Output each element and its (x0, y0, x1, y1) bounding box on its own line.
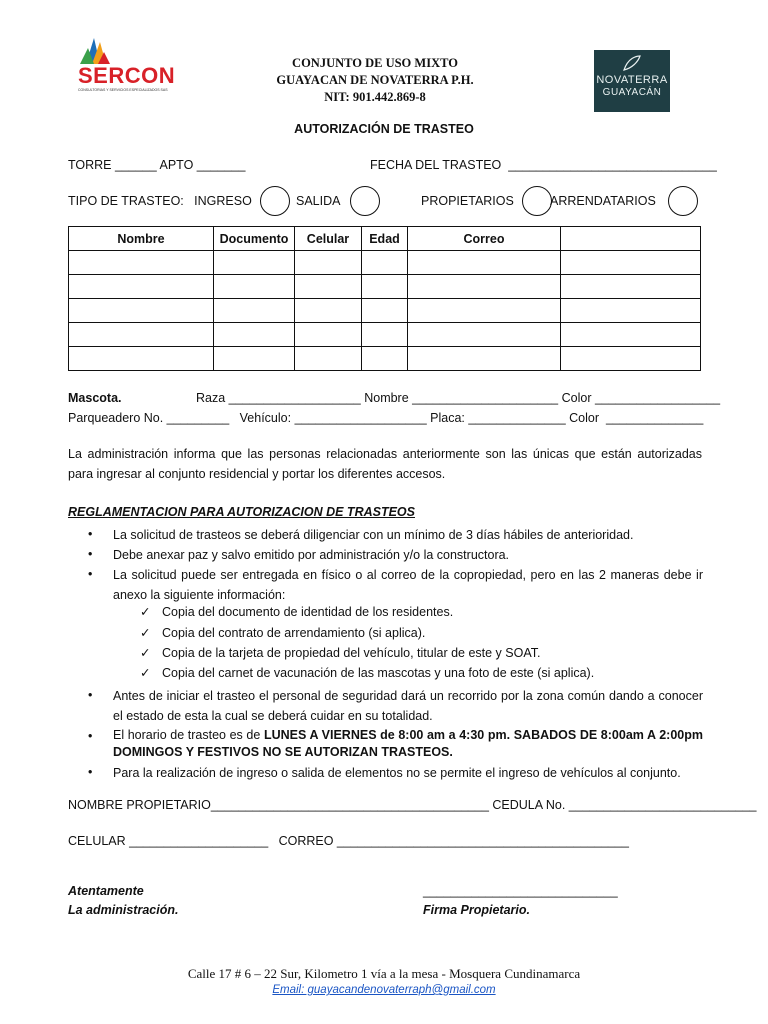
requirement-item: Copia del carnet de vacunación de las mascotas y una foto de este (si aplica). (162, 666, 595, 680)
bullet-icon: • (88, 688, 93, 702)
table-cell[interactable] (408, 275, 561, 299)
column-header (561, 227, 701, 251)
column-header: Documento (214, 227, 295, 251)
table-cell[interactable] (69, 275, 214, 299)
checkmark-icon: ✓ (140, 646, 151, 660)
table-row (69, 275, 701, 299)
table-cell[interactable] (561, 299, 701, 323)
header-line-2: GUAYACAN DE NOVATERRA P.H. (276, 73, 474, 87)
header-line-3: NIT: 901.442.869-8 (324, 90, 426, 104)
rule-item: La solicitud de trasteos se deberá diligenciar con un mínimo de 3 días hábiles de anterioridad. (113, 528, 634, 542)
sercon-logo-subtext: CONSULTORIAS Y SERVICIOS ESPECIALIZADOS SAS (78, 88, 168, 92)
table-cell[interactable] (214, 323, 295, 347)
salida-checkbox[interactable] (350, 186, 380, 216)
table-cell[interactable] (362, 347, 408, 371)
table-cell[interactable] (295, 251, 362, 275)
table-row (69, 347, 701, 371)
rule-item: Antes de iniciar el trasteo el personal de seguridad dará un recorrido por la zona común dando a conocer el estado de esta la cual se deberá cuidar en su totalidad. (113, 689, 703, 723)
checkmark-icon: ✓ (140, 605, 151, 619)
table-cell[interactable] (408, 251, 561, 275)
bullet-icon: • (88, 567, 93, 581)
checkmark-icon: ✓ (140, 626, 151, 640)
mascota-label: Mascota. (68, 391, 122, 405)
novaterra-logo-bottom: GUAYACÁN (602, 87, 662, 98)
table-cell[interactable] (214, 347, 295, 371)
bullet-icon: • (88, 527, 93, 541)
table-row (69, 323, 701, 347)
table-cell[interactable] (214, 251, 295, 275)
table-cell[interactable] (69, 299, 214, 323)
info-paragraph: La administración informa que las personas relacionadas anteriormente son las únicas que están autorizadas para ingresar al conjunto residencial y portar los diferentes accesos. (68, 447, 702, 481)
requirement-item: Copia del documento de identidad de los residentes. (162, 605, 454, 619)
ingreso-checkbox[interactable] (260, 186, 290, 216)
novaterra-logo-top: NOVATERRA (596, 74, 668, 86)
propietarios-option (421, 186, 552, 216)
bullet-icon: • (88, 765, 93, 779)
table-cell[interactable] (561, 251, 701, 275)
document-header (230, 55, 520, 106)
table-cell[interactable] (561, 275, 701, 299)
table-cell[interactable] (561, 347, 701, 371)
requirement-item: Copia del contrato de arrendamiento (si aplica). (162, 626, 426, 640)
table-cell[interactable] (561, 323, 701, 347)
column-header: Edad (362, 227, 408, 251)
rule-item-horario (113, 727, 703, 761)
table-cell[interactable] (295, 323, 362, 347)
checkmark-icon: ✓ (140, 666, 151, 680)
requirement-item: Copia de la tarjeta de propiedad del vehículo, titular de este y SOAT. (162, 646, 541, 660)
sercon-logo (76, 36, 184, 96)
table-cell[interactable] (408, 299, 561, 323)
table-cell[interactable] (295, 275, 362, 299)
fecha-trasteo-field[interactable]: FECHA DEL TRASTEO ______________________________ (370, 158, 717, 172)
table-cell[interactable] (362, 275, 408, 299)
column-header: Celular (295, 227, 362, 251)
tipo-trasteo-row (68, 186, 290, 216)
salida-option (296, 186, 380, 216)
torre-apto-field[interactable]: TORRE ______ APTO _______ (68, 158, 246, 172)
table-cell[interactable] (408, 323, 561, 347)
propietarios-checkbox[interactable] (522, 186, 552, 216)
rule-item: Debe anexar paz y salvo emitido por administración y/o la constructora. (113, 548, 510, 562)
firma-line[interactable]: ____________________________ (423, 884, 618, 898)
tipo-ingreso-label: TIPO DE TRASTEO: INGRESO (68, 194, 252, 208)
table-cell[interactable] (214, 275, 295, 299)
horario-intro: El horario de trasteo es de (113, 728, 264, 742)
rule-item: Para la realización de ingreso o salida de elementos no se permite el ingreso de vehículos al conjunto. (113, 766, 681, 780)
arrendatarios-label: ARRENDATARIOS (550, 194, 656, 208)
table-cell[interactable] (295, 347, 362, 371)
table-cell[interactable] (69, 251, 214, 275)
table-cell[interactable] (69, 323, 214, 347)
novaterra-logo (594, 50, 670, 112)
bullet-icon: • (88, 547, 93, 561)
horario-detail: LUNES A VIERNES de 8:00 am a 4:30 pm. SABADOS DE 8:00am A 2:00pm DOMINGOS Y FESTIVOS NO SE AUTORIZAN TRASTEOS. (113, 728, 703, 759)
column-header: Nombre (69, 227, 214, 251)
arrendatarios-option (550, 186, 698, 216)
table-cell[interactable] (69, 347, 214, 371)
administracion-text: La administración. (68, 903, 179, 917)
propietario-cedula-field[interactable]: NOMBRE PROPIETARIO________________________________________ CEDULA No. ___________________________ (68, 798, 757, 812)
celular-correo-field[interactable]: CELULAR ____________________ CORREO __________________________________________ (68, 834, 629, 848)
residents-table (68, 226, 701, 371)
salida-label: SALIDA (296, 194, 341, 208)
parqueadero-fields[interactable]: Parqueadero No. _________ Vehículo: ___________________ Placa: ______________ Color ______________ (68, 411, 704, 425)
table-cell[interactable] (214, 299, 295, 323)
table-cell[interactable] (408, 347, 561, 371)
header-line-1: CONJUNTO DE USO MIXTO (292, 56, 458, 70)
mascota-fields[interactable]: Raza ___________________ Nombre _____________________ Color __________________ (196, 391, 721, 405)
table-cell[interactable] (362, 299, 408, 323)
table-header-row (69, 227, 701, 251)
firma-propietario-label: Firma Propietario. (423, 903, 530, 917)
leaf-icon (622, 54, 642, 72)
rule-item: La solicitud puede ser entregada en físico o al correo de la copropiedad, pero en las 2 maneras debe ir anexo la siguiente información: (113, 568, 703, 602)
table-row (69, 299, 701, 323)
atentamente-text: Atentamente (68, 884, 144, 898)
table-cell[interactable] (295, 299, 362, 323)
table-cell[interactable] (362, 323, 408, 347)
reglamentacion-title: REGLAMENTACION PARA AUTORIZACION DE TRASTEOS (68, 505, 415, 519)
column-header: Correo (408, 227, 561, 251)
propietarios-label: PROPIETARIOS (421, 194, 514, 208)
document-title: AUTORIZACIÓN DE TRASTEO (294, 122, 474, 136)
footer-email-link[interactable]: Email: guayacandenovaterraph@gmail.com (272, 984, 496, 996)
table-row (69, 251, 701, 275)
footer-address: Calle 17 # 6 – 22 Sur, Kilometro 1 vía a la mesa - Mosquera Cundinamarca (187, 966, 581, 981)
sercon-logo-text: SERCON (78, 63, 176, 88)
bullet-icon: • (88, 729, 93, 743)
arrendatarios-checkbox[interactable] (668, 186, 698, 216)
table-cell[interactable] (362, 251, 408, 275)
